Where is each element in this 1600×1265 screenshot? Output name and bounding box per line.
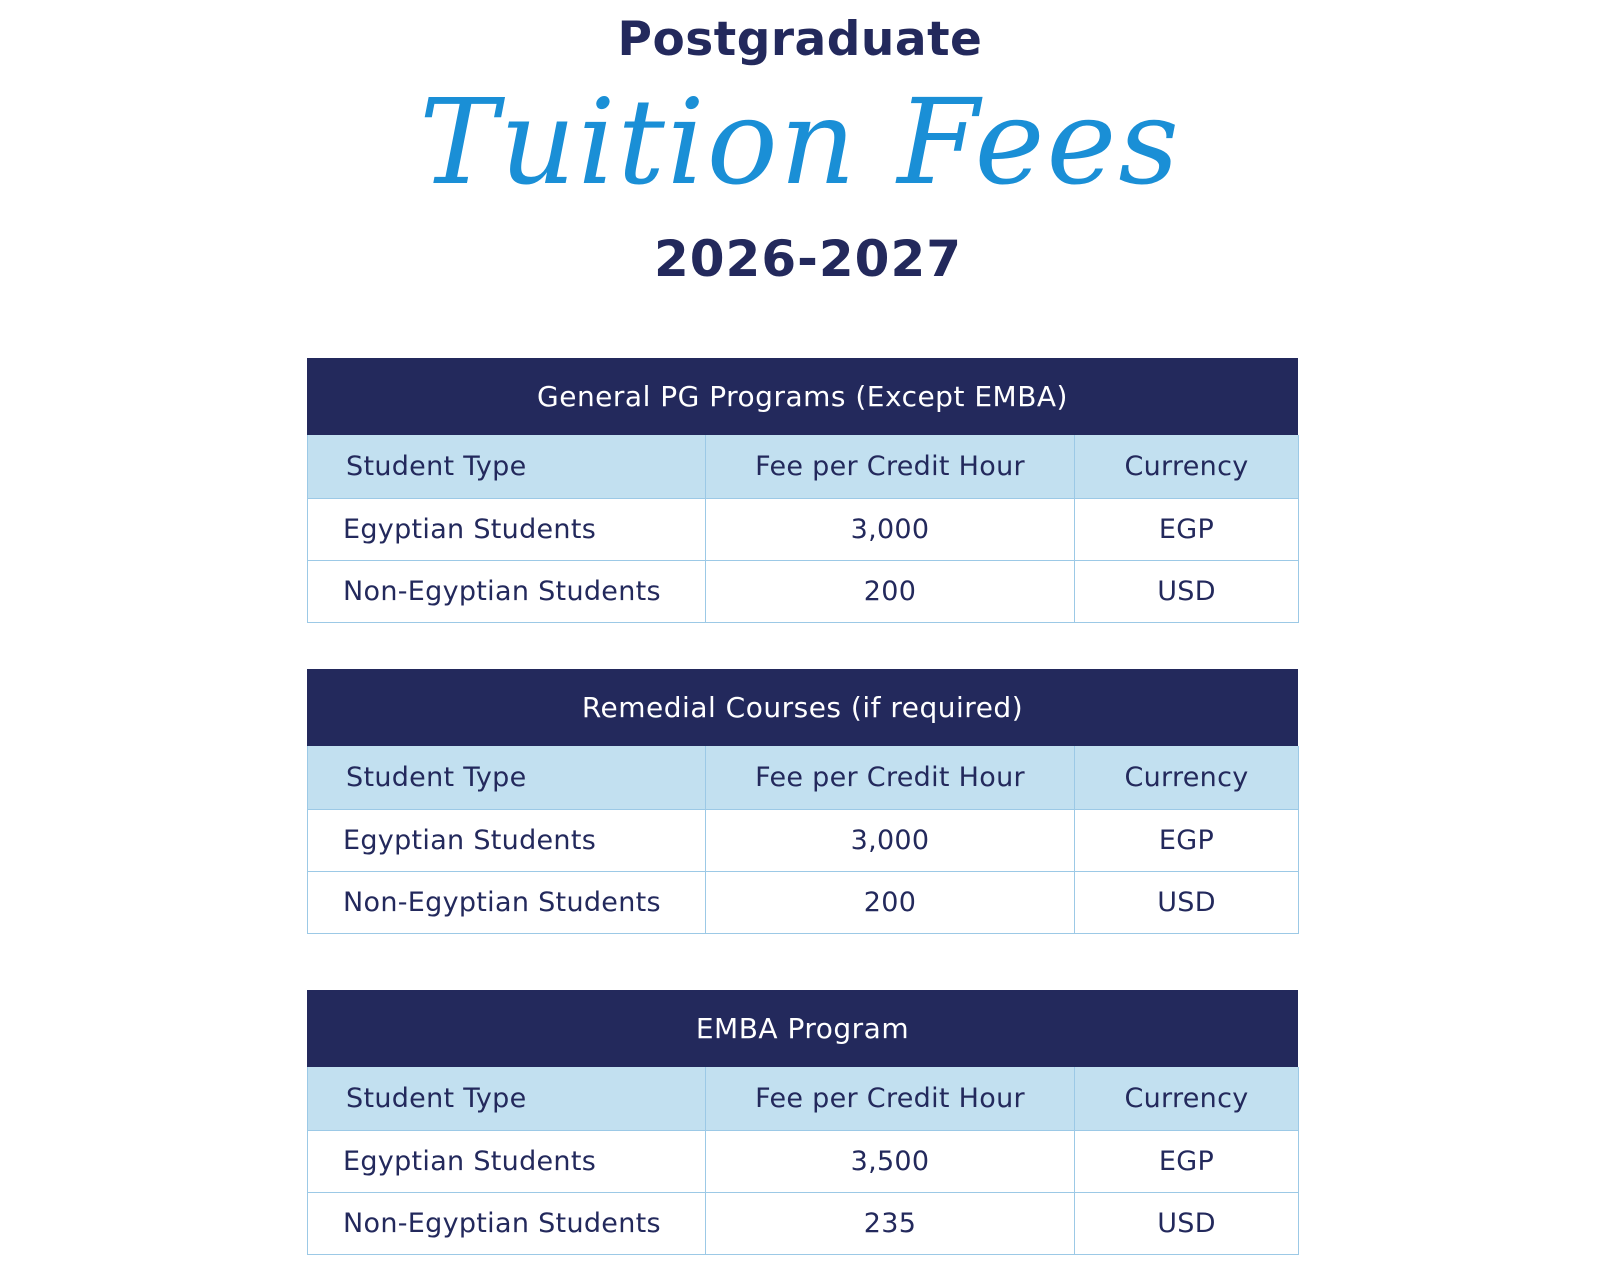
student-type-cell: Egyptian Students: [308, 499, 706, 561]
title-academic-year: 2026-2027: [653, 230, 963, 288]
general-pg-programs-table: [307, 358, 1298, 623]
column-header-student-type: Student Type: [308, 435, 706, 499]
column-header-currency: Currency: [1075, 746, 1299, 810]
page-header: [0, 0, 1600, 320]
column-header-currency: Currency: [1075, 1067, 1299, 1131]
table-title: General PG Programs (Except EMBA): [307, 358, 1298, 435]
column-header-fee: Fee per Credit Hour: [706, 435, 1075, 499]
fee-cell: 3,500: [706, 1131, 1075, 1193]
table-grid: [307, 435, 1298, 623]
remedial-courses-table: [307, 669, 1298, 934]
student-type-cell: Egyptian Students: [308, 1131, 706, 1193]
column-header-fee: Fee per Credit Hour: [706, 1067, 1075, 1131]
fee-cell: 200: [706, 872, 1075, 934]
title-postgraduate: Postgraduate: [617, 12, 983, 67]
currency-cell: USD: [1075, 561, 1299, 623]
column-header-fee: Fee per Credit Hour: [706, 746, 1075, 810]
table-grid: [307, 1067, 1298, 1255]
column-header-student-type: Student Type: [308, 746, 706, 810]
student-type-cell: Egyptian Students: [308, 810, 706, 872]
fee-cell: 3,000: [706, 810, 1075, 872]
currency-cell: EGP: [1075, 499, 1299, 561]
currency-cell: EGP: [1075, 810, 1299, 872]
student-type-cell: Non-Egyptian Students: [308, 1193, 706, 1255]
fee-cell: 3,000: [706, 499, 1075, 561]
currency-cell: EGP: [1075, 1131, 1299, 1193]
column-header-student-type: Student Type: [308, 1067, 706, 1131]
column-header-currency: Currency: [1075, 435, 1299, 499]
table-title: EMBA Program: [307, 990, 1298, 1067]
table-grid: [307, 746, 1298, 934]
emba-program-table: [307, 990, 1298, 1255]
fee-cell: 235: [706, 1193, 1075, 1255]
currency-cell: USD: [1075, 872, 1299, 934]
student-type-cell: Non-Egyptian Students: [308, 561, 706, 623]
fee-cell: 200: [706, 561, 1075, 623]
currency-cell: USD: [1075, 1193, 1299, 1255]
title-tuition-fees: Tuition Fees: [419, 73, 1181, 211]
student-type-cell: Non-Egyptian Students: [308, 872, 706, 934]
table-title: Remedial Courses (if required): [307, 669, 1298, 746]
